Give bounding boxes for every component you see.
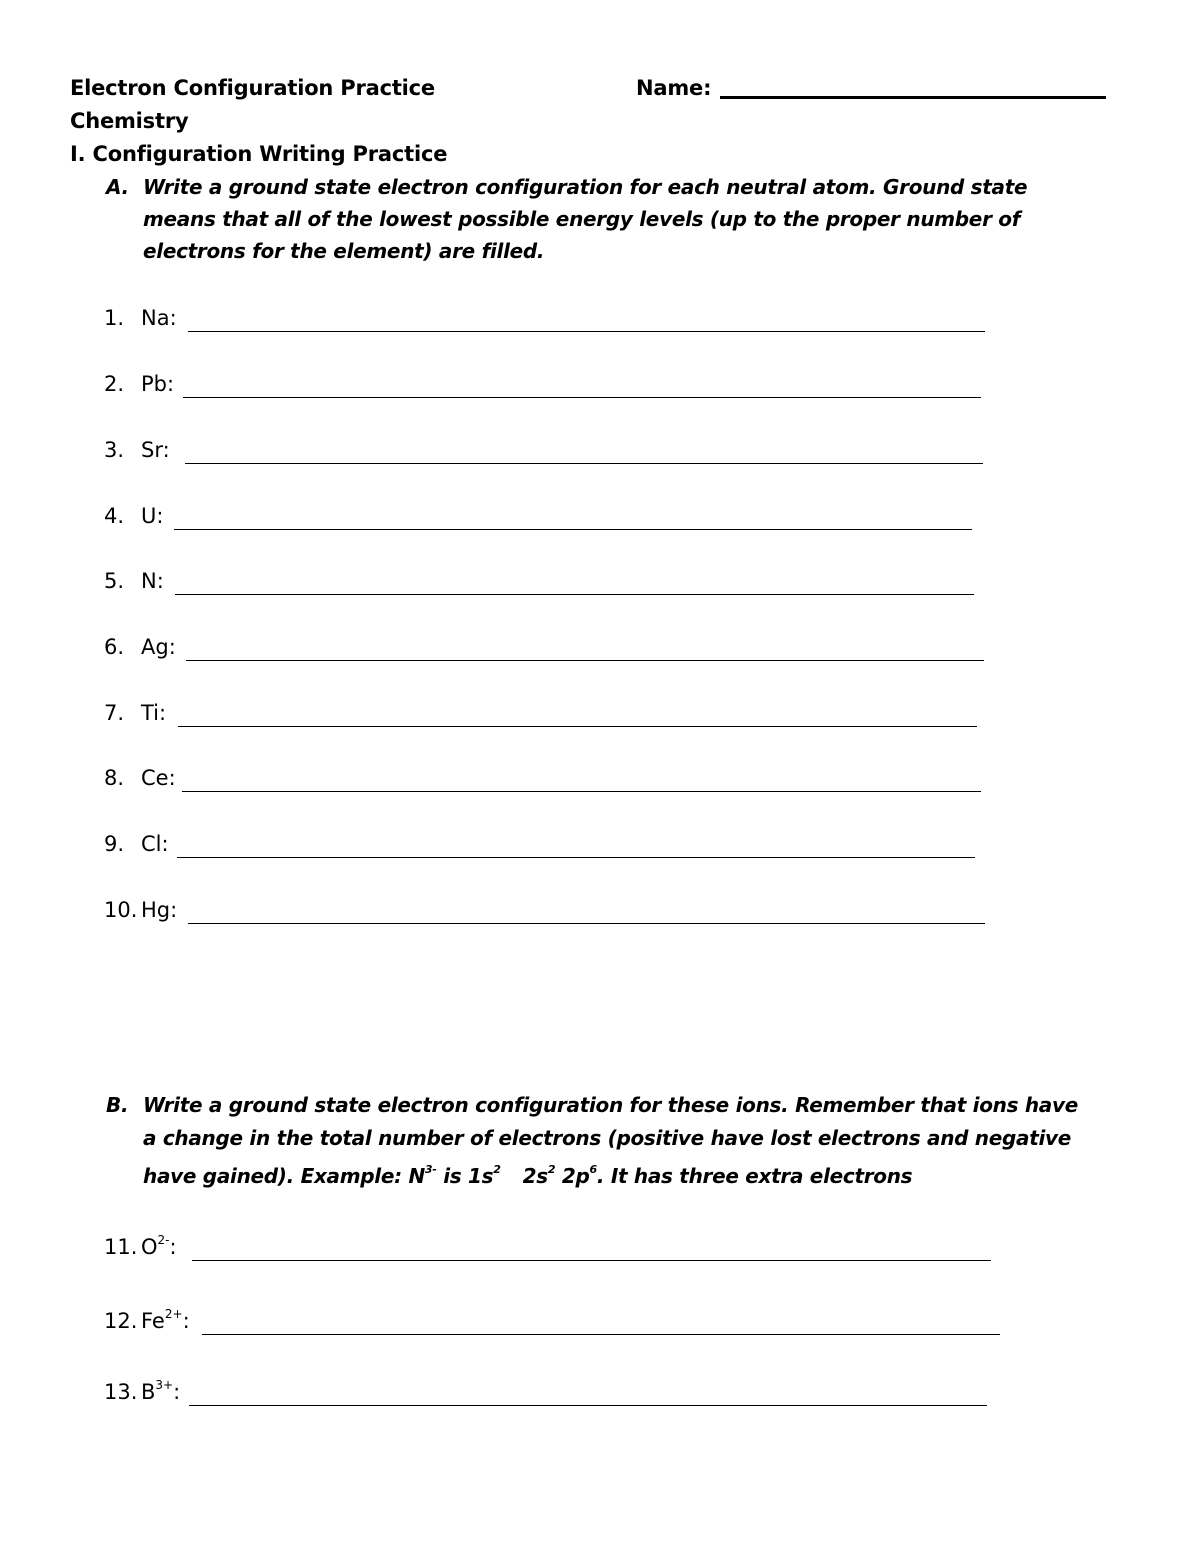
question-3 (104, 434, 1004, 466)
part-a-line-2: means that all of the lowest possible energy levels (up to the proper number of (143, 207, 1021, 231)
answer-line[interactable] (185, 463, 983, 464)
example-is: is 1s (436, 1164, 494, 1188)
part-a-line-1: Write a ground state electron configuration for each neutral atom. Ground state (143, 175, 1028, 199)
example-suffix: . It has three extra electrons (596, 1164, 913, 1188)
part-a-instructions (106, 171, 1106, 267)
example-2s: 2s (522, 1164, 548, 1188)
question-number: 10. (104, 898, 138, 922)
question-number: 2. (104, 372, 125, 396)
element-label: Ce: (141, 766, 176, 790)
part-a-line-3: electrons for the element) are filled. (143, 239, 545, 263)
section-heading: I. Configuration Writing Practice (70, 142, 448, 166)
element-label: N: (141, 569, 164, 593)
question-number: 1. (104, 306, 125, 330)
question-number: 4. (104, 504, 125, 528)
part-b-line-3 (143, 1160, 912, 1192)
answer-line[interactable] (182, 791, 981, 792)
question-13 (104, 1376, 1004, 1408)
example-prefix: have gained). Example: N (143, 1164, 425, 1188)
question-9 (104, 828, 1004, 860)
ion-label (141, 1231, 177, 1263)
answer-line[interactable] (178, 726, 977, 727)
exponent-1s: 2 (493, 1163, 501, 1177)
question-2 (104, 368, 1004, 400)
question-number: 12. (104, 1309, 138, 1333)
answer-line[interactable] (188, 331, 985, 332)
question-10 (104, 894, 1004, 926)
name-label: Name: (636, 76, 712, 100)
worksheet-title: Electron Configuration Practice (70, 76, 435, 100)
question-7 (104, 697, 1004, 729)
question-number: 8. (104, 766, 125, 790)
element-label: Sr: (141, 438, 170, 462)
question-1 (104, 302, 1004, 334)
part-b-line-2: a change in the total number of electrons (positive have lost electrons and negative (143, 1126, 1072, 1150)
element-label: Na: (141, 306, 177, 330)
answer-line[interactable] (175, 594, 974, 595)
nitrogen-charge: 3- (424, 1163, 437, 1177)
ion-colon: : (182, 1309, 190, 1333)
answer-line[interactable] (189, 1405, 987, 1406)
ion-charge: 2+ (164, 1307, 183, 1321)
question-4 (104, 500, 1004, 532)
answer-line[interactable] (174, 529, 972, 530)
answer-line[interactable] (177, 857, 975, 858)
ion-label (141, 1376, 180, 1408)
ion-charge: 3+ (155, 1378, 174, 1392)
question-number: 11. (104, 1235, 138, 1259)
question-5 (104, 565, 1004, 597)
question-12 (104, 1305, 1014, 1337)
part-b-line-1: Write a ground state electron configuration for these ions. Remember that ions have (143, 1093, 1078, 1117)
course-name: Chemistry (70, 109, 189, 133)
element-label: Pb: (141, 372, 175, 396)
element-label: Ag: (141, 635, 176, 659)
ion-symbol: Fe (141, 1309, 165, 1333)
question-number: 6. (104, 635, 125, 659)
ion-label (141, 1305, 190, 1337)
part-b-instructions (106, 1089, 1136, 1193)
element-label: Hg: (141, 898, 178, 922)
answer-line[interactable] (183, 397, 981, 398)
element-label: Ti: (141, 701, 167, 725)
element-label: U: (141, 504, 164, 528)
question-11 (104, 1231, 1004, 1263)
question-number: 13. (104, 1380, 138, 1404)
ion-symbol: O (141, 1235, 158, 1259)
answer-line[interactable] (192, 1260, 991, 1261)
answer-line[interactable] (202, 1334, 1000, 1335)
answer-line[interactable] (188, 923, 985, 924)
question-number: 5. (104, 569, 125, 593)
exponent-2p: 6 (589, 1163, 597, 1177)
question-6 (104, 631, 1004, 663)
example-2p: 2p (555, 1164, 590, 1188)
question-number: 7. (104, 701, 125, 725)
ion-charge: 2- (157, 1233, 170, 1247)
question-number: 3. (104, 438, 125, 462)
question-8 (104, 762, 1004, 794)
ion-symbol: B (141, 1380, 156, 1404)
ion-colon: : (169, 1235, 177, 1259)
part-b-marker: B. (106, 1093, 129, 1117)
name-field[interactable] (720, 96, 1106, 99)
element-label: Cl: (141, 832, 169, 856)
answer-line[interactable] (186, 660, 984, 661)
question-number: 9. (104, 832, 125, 856)
ion-colon: : (173, 1380, 181, 1404)
exponent-2s: 2 (547, 1163, 556, 1177)
part-a-marker: A. (106, 175, 129, 199)
